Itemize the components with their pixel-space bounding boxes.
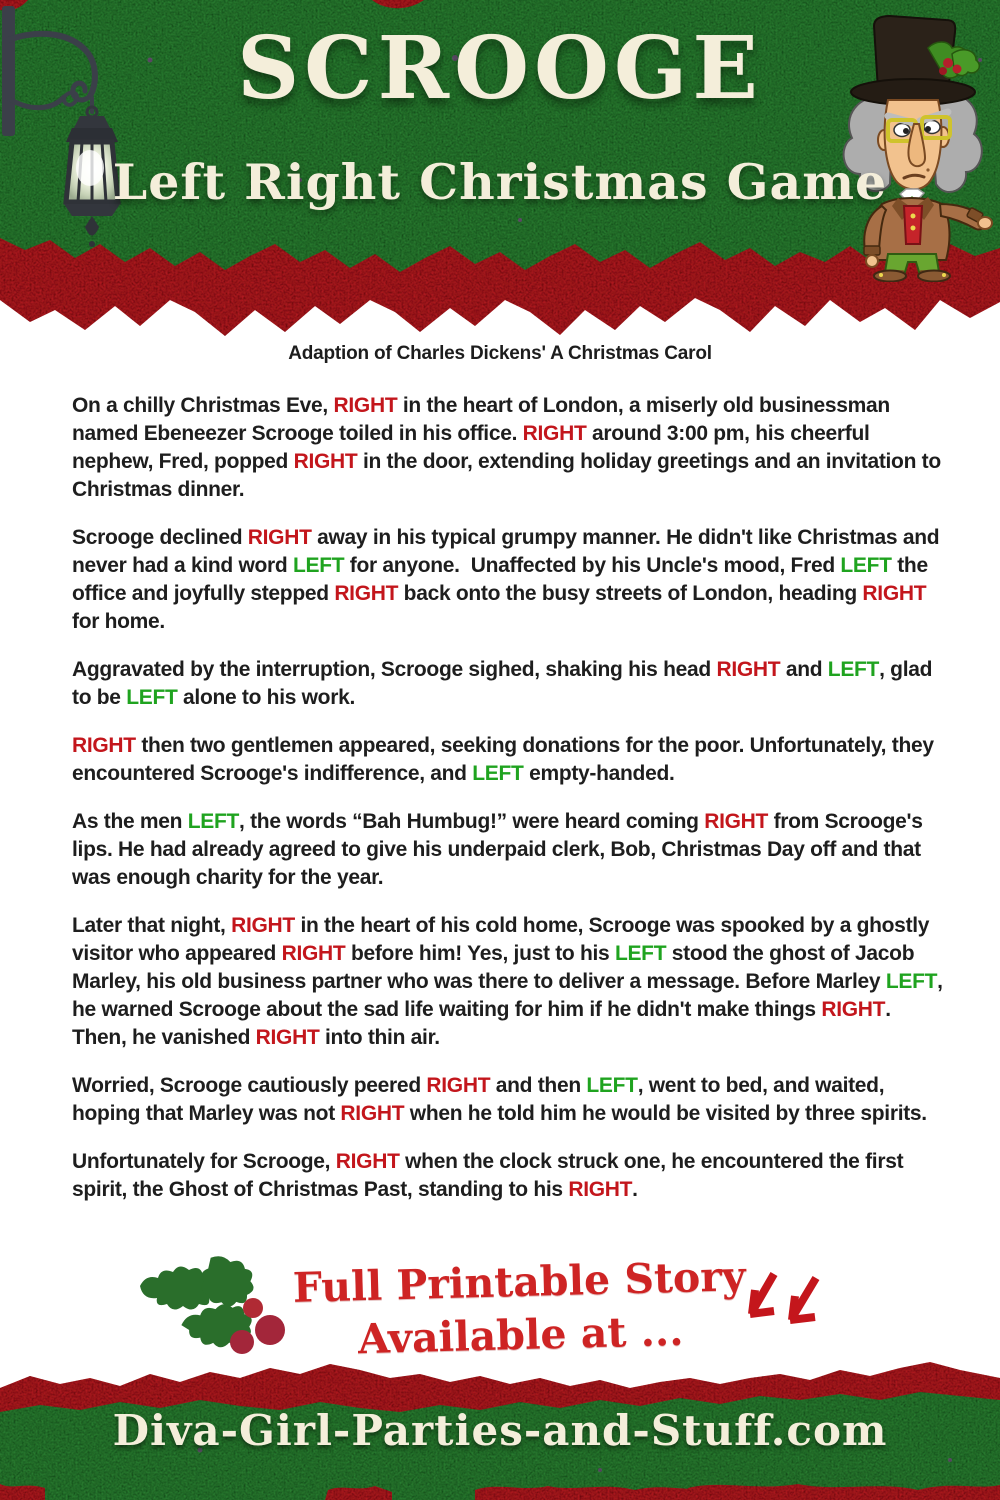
left-keyword: LEFT	[187, 810, 240, 833]
story-paragraph	[72, 1072, 944, 1128]
story-paragraph	[72, 1148, 944, 1204]
story-text: stood the ghost of Jacob Marley, his old business partner who was there to deliver a message. Before Marley	[72, 942, 915, 993]
holly-berries-icon	[130, 1242, 290, 1362]
story-text: , glad to be	[72, 658, 933, 709]
down-left-arrows-icon	[738, 1268, 848, 1348]
story-text: . Then, he vanished	[72, 998, 891, 1049]
story-text: Unfortunately for Scrooge,	[72, 1150, 336, 1173]
page-title: SCROOGE	[237, 18, 763, 119]
story-text: , he warned Scrooge about the sad life waiting for him if he didn't make things	[72, 970, 943, 1021]
promo-line-1: Full Printable Story	[292, 1252, 747, 1312]
promo-line-2: Available at ...	[357, 1307, 684, 1364]
left-keyword: LEFT	[827, 658, 880, 681]
left-keyword: LEFT	[472, 762, 524, 785]
left-keyword: LEFT	[614, 942, 667, 965]
right-keyword: RIGHT	[716, 658, 781, 681]
right-keyword: RIGHT	[426, 1074, 491, 1097]
story-text: , the words “Bah Humbug!” were heard coming	[239, 810, 705, 833]
story-text: in the heart of London, a miserly old businessman named Ebeneezer Scrooge toiled in his office.	[72, 394, 890, 445]
right-keyword: RIGHT	[334, 582, 399, 605]
story-text: .	[632, 1178, 638, 1201]
story-text: away in his typical grumpy manner. He didn't like Christmas and never had a kind word	[72, 526, 940, 577]
story-paragraph	[72, 808, 944, 892]
story-paragraph	[72, 732, 944, 788]
page-subtitle: Left Right Christmas Game	[112, 153, 888, 211]
story-text: before him! Yes, just to his	[345, 942, 615, 965]
story-text: for home.	[72, 610, 165, 633]
left-keyword: LEFT	[885, 970, 938, 993]
story-paragraph	[72, 656, 944, 712]
right-keyword: RIGHT	[568, 1178, 633, 1201]
right-keyword: RIGHT	[72, 734, 136, 757]
story-text: when the clock struck one, he encountered the first spirit, the Ghost of Christmas Past, standing to his	[72, 1150, 904, 1201]
story-text: and then	[490, 1074, 587, 1097]
left-keyword: LEFT	[292, 554, 345, 577]
right-keyword: RIGHT	[281, 942, 346, 965]
story-text: the office and joyfully stepped	[72, 554, 928, 605]
story-paragraph	[72, 912, 944, 1052]
left-keyword: LEFT	[586, 1074, 638, 1097]
story-text: from Scrooge's lips. He had already agreed to give his underpaid clerk, Bob, Christmas Day off and that was enough charity for the year.	[72, 810, 923, 889]
story-text: alone to his work.	[177, 686, 355, 709]
story-text: into thin air.	[319, 1026, 440, 1049]
story-text: empty-handed.	[523, 762, 675, 785]
story-text: Worried, Scrooge cautiously peered	[72, 1074, 427, 1097]
left-keyword: LEFT	[840, 554, 892, 577]
site-name: Diva-Girl-Parties-and-Stuff.com	[112, 1406, 888, 1455]
story-text: Aggravated by the interruption, Scrooge sighed, shaking his head	[72, 658, 717, 681]
right-keyword: RIGHT	[333, 394, 398, 417]
right-keyword: RIGHT	[335, 1150, 400, 1173]
right-keyword: RIGHT	[340, 1102, 405, 1125]
story-text: when he told him he would be visited by three spirits.	[404, 1102, 927, 1125]
story-text: On a chilly Christmas Eve,	[72, 394, 334, 417]
story-paragraph	[72, 392, 944, 504]
right-keyword: RIGHT	[704, 810, 769, 833]
story-text: in the heart of his cold home, Scrooge was spooked by a ghostly visitor who appeared	[72, 914, 930, 965]
story-text: and	[780, 658, 828, 681]
right-keyword: RIGHT	[862, 582, 927, 605]
story-text: around 3:00 pm, his cheerful nephew, Fred, popped	[72, 422, 870, 473]
right-keyword: RIGHT	[522, 422, 587, 445]
story-text: As the men	[72, 810, 188, 833]
story-text: in the door, extending holiday greetings and an invitation to Christmas dinner.	[72, 450, 941, 501]
left-keyword: LEFT	[126, 686, 178, 709]
right-keyword: RIGHT	[293, 450, 358, 473]
story-text: for anyone. Unaffected by his Uncle's mood, Fred	[344, 554, 841, 577]
right-keyword: RIGHT	[247, 526, 312, 549]
story-text: , went to bed, and waited, hoping that Marley was not	[72, 1074, 885, 1125]
right-keyword: RIGHT	[255, 1026, 320, 1049]
story-text: Scrooge declined	[72, 526, 248, 549]
right-keyword: RIGHT	[821, 998, 886, 1021]
adaption-line: Adaption of Charles Dickens' A Christmas Carol	[288, 343, 712, 364]
right-keyword: RIGHT	[231, 914, 295, 937]
story-text: then two gentlemen appeared, seeking donations for the poor. Unfortunately, they encountered Scrooge's indifference, and	[72, 734, 934, 785]
story-paragraph	[72, 524, 944, 636]
story	[72, 392, 944, 1224]
story-text: Later that night,	[72, 914, 232, 937]
story-text: back onto the busy streets of London, heading	[398, 582, 863, 605]
